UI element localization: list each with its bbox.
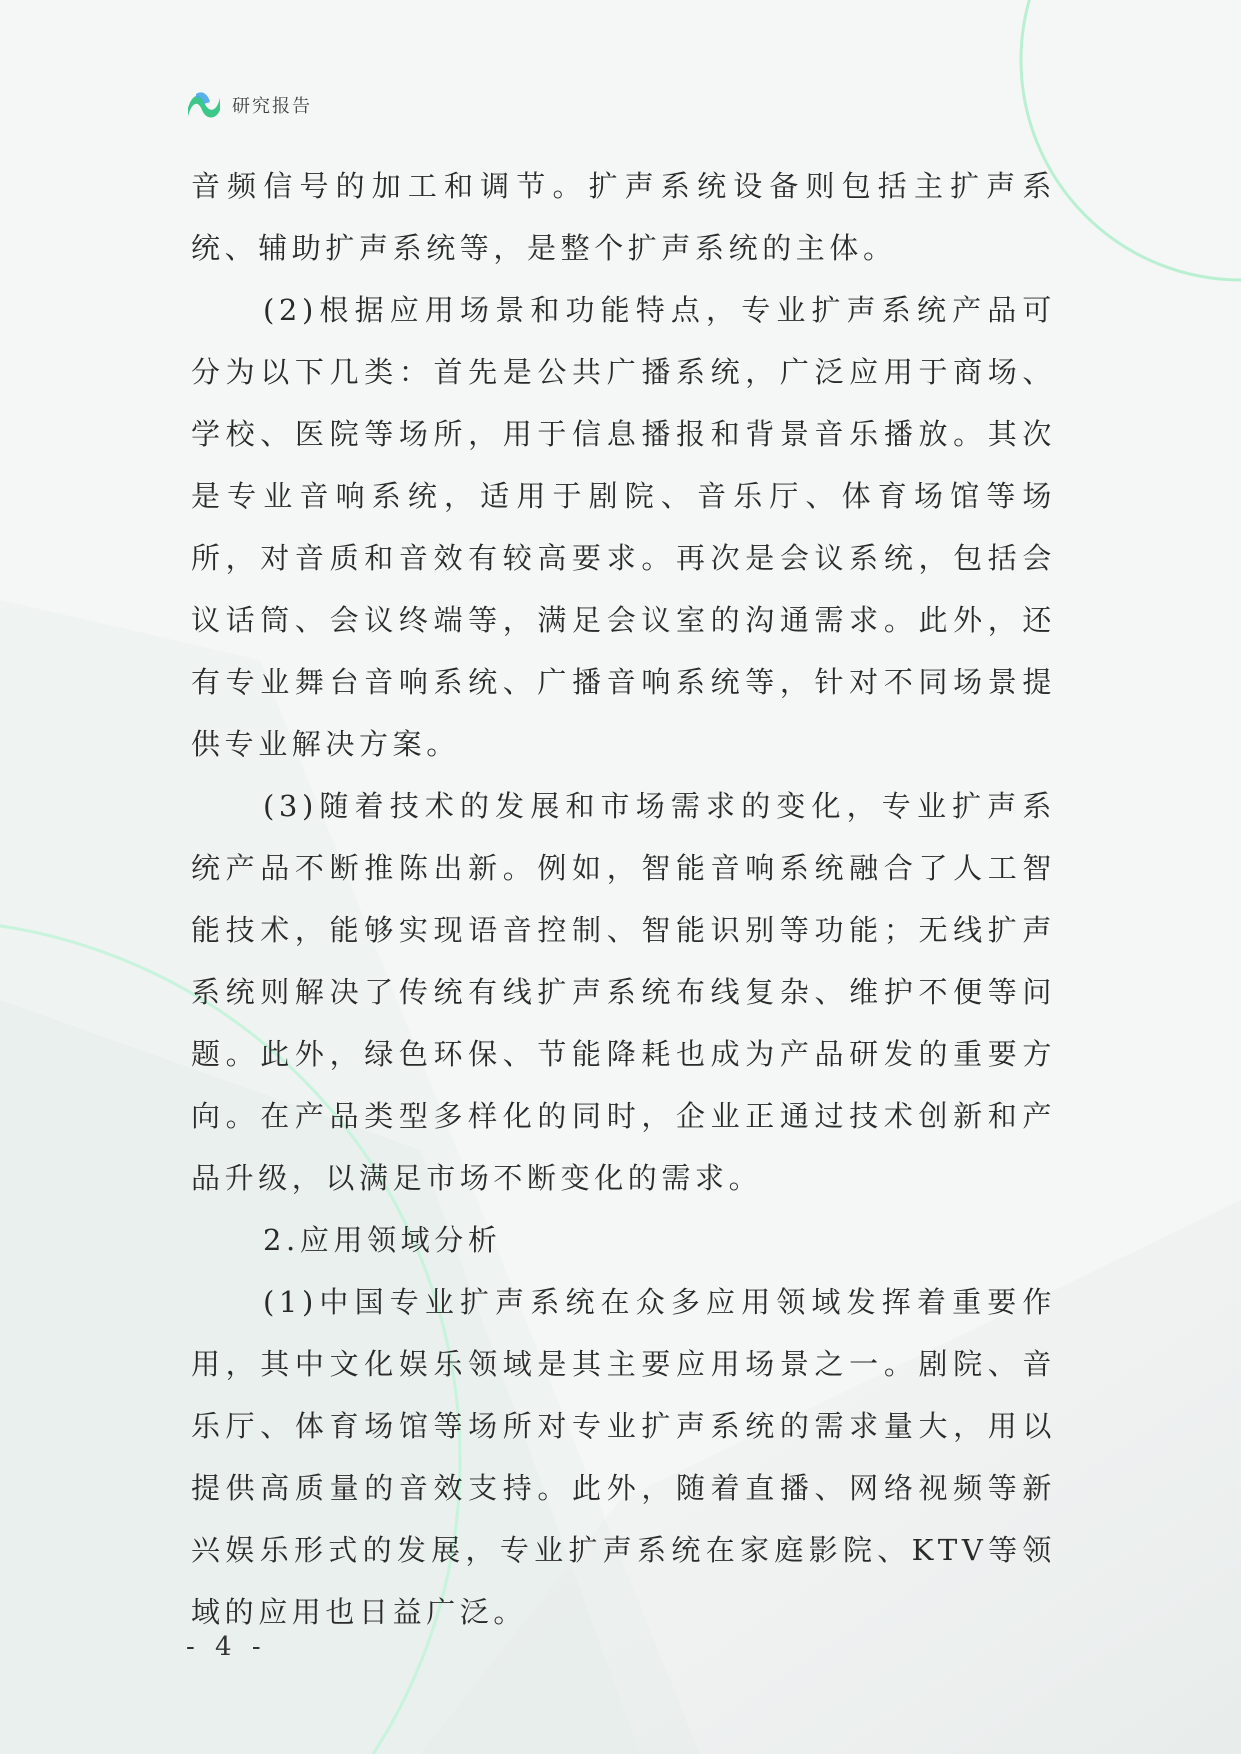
section-heading: 2.应用领域分析 xyxy=(263,1223,502,1257)
paragraph: (2)根据应用场景和功能特点，专业扩声系统产品可分为以下几类：首先是公共广播系统，广泛应用于商场、学校、医院等场所，用于信息播报和背景音乐播放。其次是专业音响系统，适用于剧院、音乐厅、体育场馆等场所，对音质和音效有较高要求。再次是会议系统，包括会议话筒、会议终端等，满足会议室的沟通需求。此外，还有专业舞台音响系统、广播音响系统等，针对不同场景提供专业解决方案。 xyxy=(191,293,1056,761)
paragraph: 音频信号的加工和调节。扩声系统设备则包括主扩声系统、辅助扩声系统等，是整个扩声系统的主体。 xyxy=(191,169,1056,265)
report-header xyxy=(186,88,312,122)
brand-logo-icon xyxy=(186,88,222,122)
page-number: - 4 - xyxy=(186,1632,267,1662)
document-body xyxy=(191,155,1056,1643)
paragraph: (3)随着技术的发展和市场需求的变化，专业扩声系统产品不断推陈出新。例如，智能音响系统融合了人工智能技术，能够实现语音控制、智能识别等功能；无线扩声系统则解决了传统有线扩声系统布线复杂、维护不便等问题。此外，绿色环保、节能降耗也成为产品研发的重要方向。在产品类型多样化的同时，企业正通过技术创新和产品升级，以满足市场不断变化的需求。 xyxy=(191,789,1056,1195)
paragraph: (1)中国专业扩声系统在众多应用领域发挥着重要作用，其中文化娱乐领域是其主要应用场景之一。剧院、音乐厅、体育场馆等场所对专业扩声系统的需求量大，用以提供高质量的音效支持。此外，随着直播、网络视频等新兴娱乐形式的发展，专业扩声系统在家庭影院、KTV等领域的应用也日益广泛。 xyxy=(191,1285,1056,1629)
header-title: 研究报告 xyxy=(232,96,312,117)
